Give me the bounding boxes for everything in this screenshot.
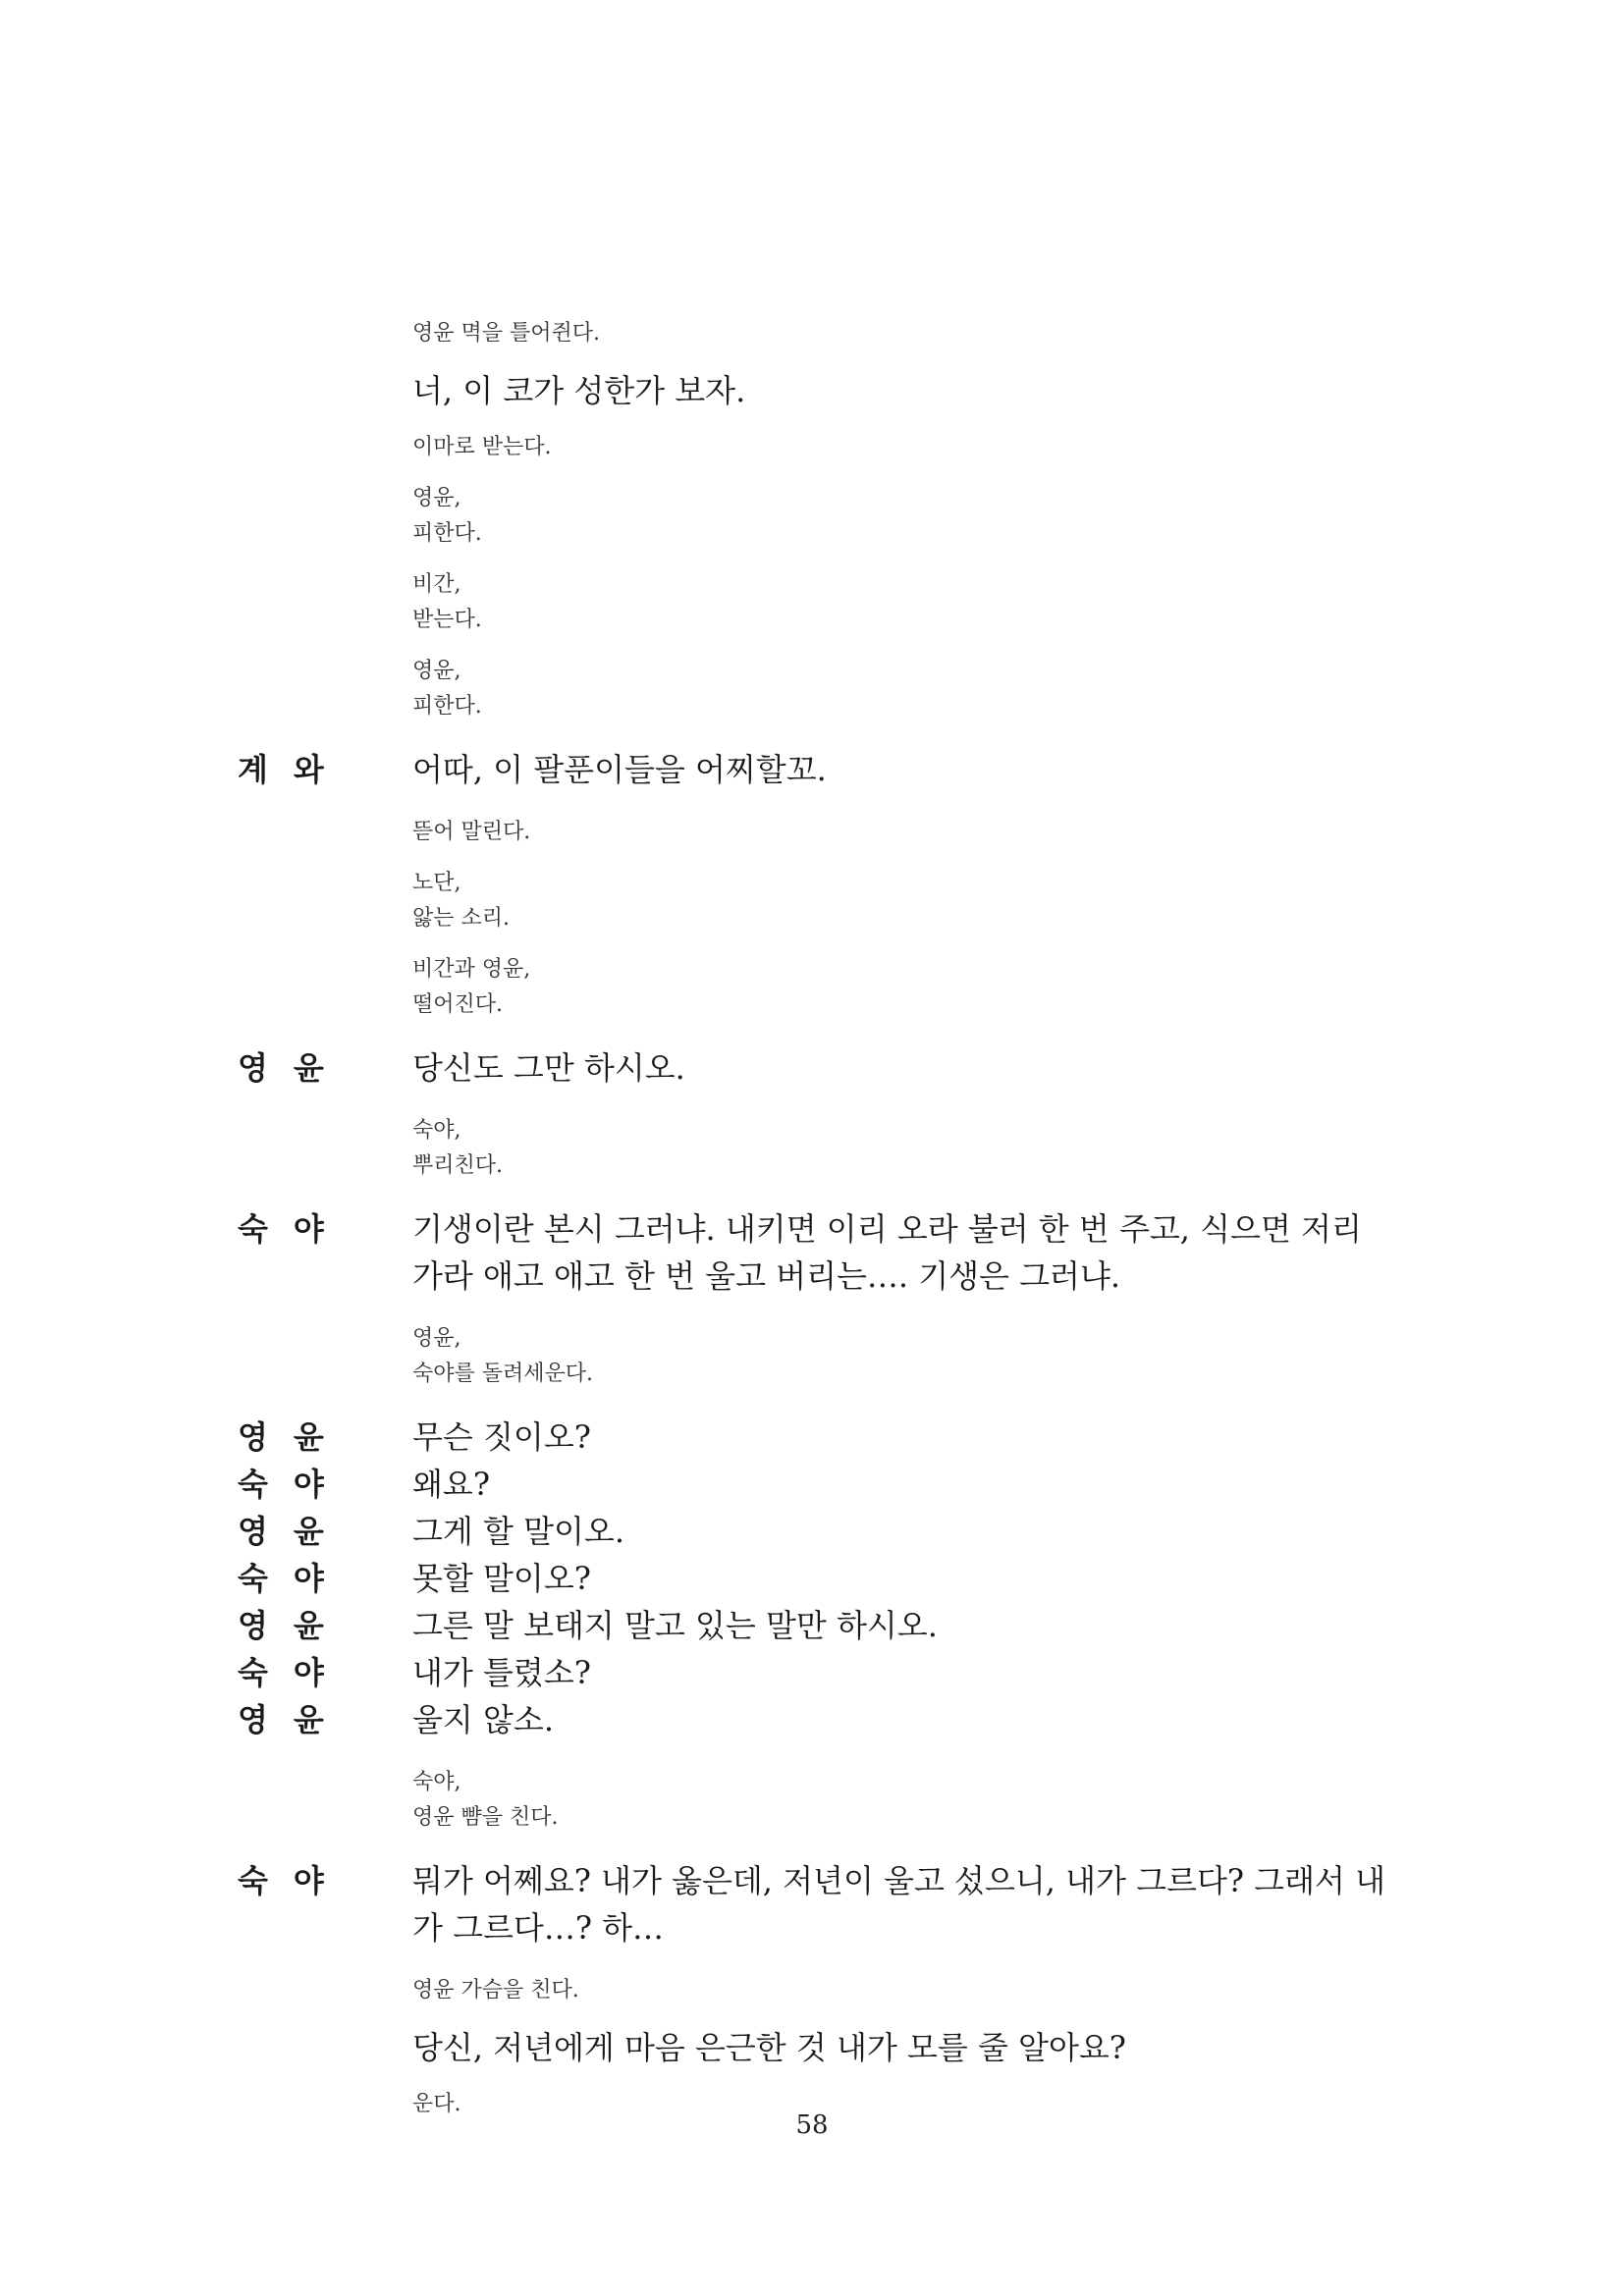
- stage-direction: [412, 815, 1624, 850]
- stage-direction-line: 떨어진다.: [412, 992, 504, 1017]
- stage-direction: [412, 952, 1624, 1023]
- stage-direction-line: 운다.: [412, 2092, 461, 2116]
- speaker-name: 숙야: [238, 1862, 350, 1899]
- stage-direction: [412, 654, 1624, 724]
- stage-direction-line: 숙야,: [412, 1770, 461, 1794]
- stage-direction-line: 비간,: [412, 572, 461, 597]
- speaker-name: 영윤: [238, 1513, 350, 1550]
- stage-direction-line: 영윤 멱을 틀어쥔다.: [412, 321, 600, 346]
- dialogue-line: [0, 1649, 1624, 1696]
- stage-direction-line: 노단,: [412, 871, 461, 895]
- script-body: [0, 316, 1624, 2122]
- stage-direction-line: 받는다.: [412, 608, 482, 632]
- stage-direction-line: 피한다.: [412, 694, 482, 719]
- dialogue-line: [0, 1857, 1624, 1951]
- dialogue-text: 무슨 짓이오?: [412, 1418, 591, 1456]
- dialogue-text: 그게 할 말이오.: [412, 1513, 624, 1550]
- speaker-name: 영윤: [238, 1418, 350, 1456]
- dialogue-line: [0, 746, 1624, 793]
- stage-direction-line: 뜯어 말린다.: [412, 820, 531, 844]
- dialogue-text: 기생이란 본시 그러냐. 내키면 이리 오라 불러 한 번 주고, 식으면 저리 가라 애고 애고 한 번 울고 버리는…. 기생은 그러냐.: [412, 1210, 1362, 1295]
- dialogue-text: 당신도 그만 하시오.: [412, 1049, 685, 1087]
- speaker-name: 영윤: [238, 1049, 350, 1087]
- stage-direction-line: 앓는 소리.: [412, 906, 510, 931]
- stage-direction: [412, 567, 1624, 638]
- speaker-name: 영윤: [238, 1701, 350, 1738]
- speaker-name: 영윤: [238, 1607, 350, 1644]
- dialogue-line: [0, 1696, 1624, 1743]
- stage-direction-line: 뿌리친다.: [412, 1153, 504, 1178]
- stage-direction: [412, 1321, 1624, 1392]
- stage-direction-line: 영윤 뺨을 친다.: [412, 1805, 559, 1830]
- dialogue-text: 그른 말 보태지 말고 있는 말만 하시오.: [412, 1607, 938, 1644]
- stage-direction: [412, 1973, 1624, 2008]
- stage-direction: [412, 1113, 1624, 1184]
- speaker-name: 숙야: [238, 1466, 350, 1503]
- dialogue-line: [0, 1555, 1624, 1602]
- stage-direction: [412, 481, 1624, 552]
- dialogue-line: [0, 1414, 1624, 1461]
- dialogue-line: [0, 1044, 1624, 1092]
- dialogue-text: 어따, 이 팔푼이들을 어찌할꼬.: [412, 751, 827, 788]
- dialogue-text: 못할 말이오?: [412, 1560, 591, 1597]
- stage-direction: [412, 866, 1624, 936]
- stage-direction-line: 영윤,: [412, 486, 461, 510]
- stage-direction-line: 영윤,: [412, 659, 461, 683]
- dialogue-text: 내가 틀렸소?: [412, 1654, 591, 1691]
- dialogue-line: [0, 1508, 1624, 1555]
- page-number: 58: [795, 2110, 829, 2140]
- stage-direction-line: 숙야를 돌려세운다.: [412, 1362, 594, 1386]
- stage-direction-line: 숙야,: [412, 1118, 461, 1143]
- speaker-name: 숙야: [238, 1560, 350, 1597]
- dialogue-line: [0, 1461, 1624, 1508]
- dialogue-continuation: 당신, 저년에게 마음 은근한 것 내가 모를 줄 알아요?: [412, 2029, 1126, 2066]
- speaker-name: 숙야: [238, 1654, 350, 1691]
- stage-direction: [412, 316, 1624, 351]
- dialogue-text: 왜요?: [412, 1466, 490, 1503]
- dialogue-continuation: 너, 이 코가 성한가 보자.: [412, 372, 746, 409]
- dialogue-text: 울지 않소.: [412, 1701, 554, 1738]
- dialogue-line: [0, 1205, 1624, 1300]
- stage-direction-line: 영윤 가슴을 친다.: [412, 1978, 579, 2002]
- stage-direction-line: 피한다.: [412, 521, 482, 546]
- stage-direction-line: 영윤,: [412, 1326, 461, 1351]
- dialogue-text: 뭐가 어쩨요? 내가 옳은데, 저년이 울고 섰으니, 내가 그르다? 그래서 내가 그르다…? 하…: [412, 1862, 1386, 1947]
- stage-direction: [412, 1765, 1624, 1836]
- dialogue-line: [0, 1602, 1624, 1649]
- speaker-name: 숙야: [238, 1210, 350, 1248]
- speaker-name: 계와: [238, 751, 350, 788]
- stage-direction: [412, 430, 1624, 465]
- stage-direction-line: 이마로 받는다.: [412, 435, 552, 459]
- stage-direction-line: 비간과 영윤,: [412, 957, 531, 982]
